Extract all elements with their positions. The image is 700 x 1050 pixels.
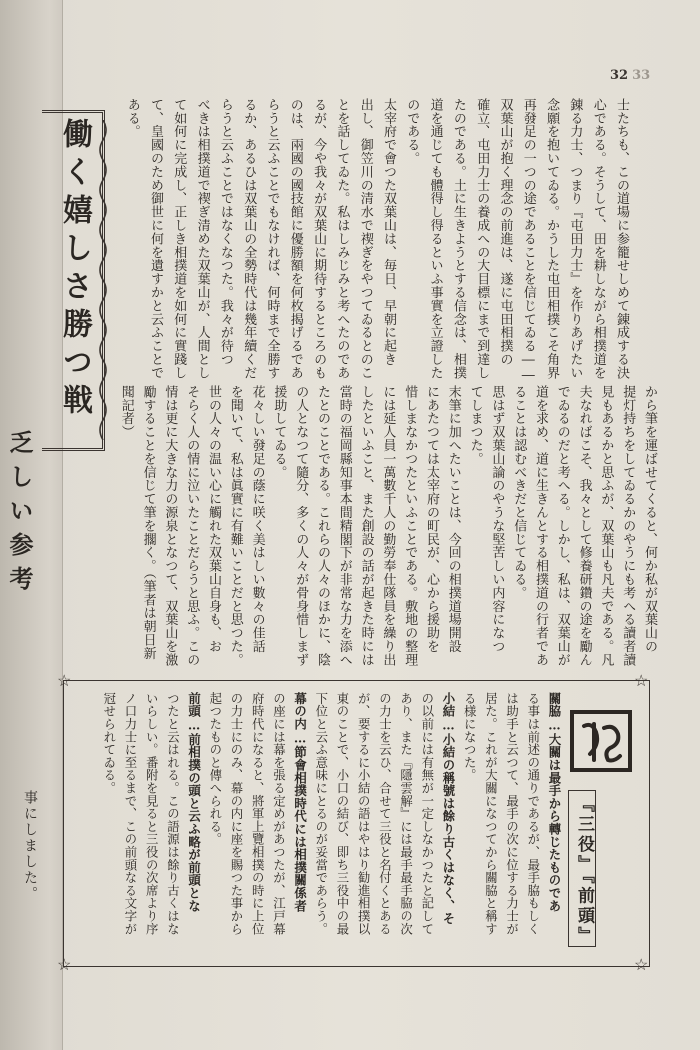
text-column: べきは相撲道で禊ぎ清めた双葉山が、人間とし bbox=[194, 98, 210, 380]
text-column: にあたつては太宰府の町民が、心から援助を bbox=[424, 385, 439, 653]
text-column: 情は更に大きな力の源泉となつて、双葉山を激 bbox=[162, 385, 178, 667]
text-column: いらしい。番附を見ると三役の次席より序 bbox=[144, 692, 160, 936]
text-column: でゐるのだと考へる。しかし、私は、双葉山が bbox=[554, 385, 570, 667]
text-column: の人となつて隨分、多くの人々が骨身惜しまず bbox=[293, 385, 309, 667]
text-column: 關脇…大關は最手から轉じたものであ bbox=[547, 692, 562, 913]
star-ornament-bottom-left: ☆ bbox=[57, 955, 72, 974]
text-column: 錬る力士、つまり『屯田力士』を作りあげたい bbox=[567, 98, 583, 380]
text-column: 思はず双葉山論のやうな堅苦しい内容になつ bbox=[489, 385, 505, 653]
text-column: らうと云ふことではなくなつた。我々が待つ bbox=[217, 98, 233, 366]
text-column: 出し、御笠川の清水で禊ぎをやつてゐるとのこ bbox=[357, 98, 373, 380]
page-number-bleed: 33 bbox=[632, 68, 651, 83]
text-column: から筆を運ばせてくると、何か私が双葉山の bbox=[642, 385, 657, 653]
text-column: のは、兩國の國技館に優勝額を何枚揭げるであ bbox=[287, 98, 303, 380]
text-column: ある。 bbox=[124, 98, 140, 139]
text-column: る事は前述の通りであるが、最手脇もしく bbox=[525, 692, 541, 936]
sumo-seal-emblem bbox=[570, 710, 632, 772]
text-column: らうと云ふことでもなければ、何時まで全勝す bbox=[264, 98, 280, 380]
text-column: 勵することを信じて筆を擱く。（筆者は朝日新 bbox=[140, 385, 156, 660]
article-title: 働く嬉しさ勝つ戦 bbox=[57, 118, 92, 422]
text-column: 前頭…前相撲の頭と云ふ略が前頭とな bbox=[186, 692, 202, 913]
page-number: 32 33 bbox=[610, 68, 651, 83]
text-column: 士たちも、この道場に参籠せしめて錬成する決 bbox=[614, 98, 629, 380]
text-column: 冠せられてゐる。 bbox=[101, 692, 117, 795]
text-column: とを話してゐた。私はしみじみと考へたのであ bbox=[334, 98, 350, 380]
text-column: 心である。そうして、田を耕しながら相撲道を bbox=[590, 98, 606, 380]
sumo-seal-inner bbox=[574, 714, 628, 768]
text-column: が、要するに小結の語はやはり勧進相撲以 bbox=[356, 692, 372, 936]
text-column: の力士にのみ、幕の内に座を賜つた事から bbox=[229, 692, 244, 936]
text-column: 念願を抱いてゐる。かうした屯田相撲こそ角界 bbox=[544, 98, 560, 380]
text-column: 世の人々の温い心に觸れた双葉山自身も、お bbox=[206, 385, 221, 653]
star-ornament-top-left: ☆ bbox=[57, 671, 72, 690]
text-column: 提灯持ちをしてゐるかのやうにも考へる讀者讀 bbox=[620, 385, 636, 667]
text-column: したといふこと、また創設の話が起きた時には bbox=[358, 385, 374, 667]
sidebar-title: 『三役』『前頭』 bbox=[574, 795, 594, 947]
text-column: たとのことである。これらの人々のほかに、陰 bbox=[315, 385, 330, 667]
text-column: の以前には有無が一定しなかつたと記して bbox=[419, 692, 435, 936]
text-column: あり、また『隱雲解』には最手最手脇の次 bbox=[398, 692, 414, 936]
text-column: るが、今や我々が双葉山に期待するところのも bbox=[311, 98, 327, 380]
text-column: 見もあるかと思ふが、双葉山も凡夫である。凡 bbox=[598, 385, 614, 667]
text-column: の力士を云ひ、合せて三役と名付くとある bbox=[377, 692, 393, 936]
text-column: 下位と云ふ意味にとるのが妥當であらう。 bbox=[313, 692, 329, 936]
text-column: て、皇國のため御世に何を遺すかと云ふことで bbox=[148, 98, 163, 380]
text-column: 道を通じても體得し得るといふ事實を立證した bbox=[427, 98, 443, 380]
text-column: は助手と云つて、最手の次に位する力士が bbox=[504, 692, 520, 936]
title-wavy-rule bbox=[94, 120, 112, 440]
text-column: て如何に完成し、正しき相撲道を如何に實踐し bbox=[171, 98, 187, 380]
text-column: てしまつた。 bbox=[467, 385, 483, 466]
star-ornament-top-right: ☆ bbox=[634, 671, 649, 690]
text-column: 聞記者） bbox=[118, 385, 134, 439]
text-column: たのである。土に生きようとする信念は、相撲 bbox=[450, 98, 466, 380]
text-column: 末筆に加へたいことは、今回の相撲道場開設 bbox=[445, 385, 461, 653]
text-column: 小結…小結の稱號は餘り古くはなく、そ bbox=[441, 692, 456, 925]
text-column: の座には幕を張る定めがあつたが、江戸幕 bbox=[271, 692, 287, 936]
previous-page-title: 乏しい参考 bbox=[5, 430, 34, 600]
text-column: を聞いて、私は眞實に有難いことだと思つた。 bbox=[227, 385, 243, 667]
text-column: 道を求め、道に生きんとする相撲道の行者であ bbox=[533, 385, 548, 667]
text-column: 東のことで、小口の結び、即ち三役中の最 bbox=[335, 692, 350, 936]
text-column: 當時の福岡縣知事本間精閣下が非常な力を添へ bbox=[336, 385, 352, 667]
text-column: 太宰府で會つた双葉山は、毎日、早朝に起き bbox=[381, 98, 396, 366]
text-column: 府時代になると、將軍上覽相撲の時に上位 bbox=[250, 692, 266, 936]
text-column: る様になつた。 bbox=[462, 692, 478, 782]
text-column: 幕の内…節會相撲時代には相撲關係者 bbox=[292, 692, 308, 913]
text-column: 再發足の一つの途であることを信じてゐる―― bbox=[520, 98, 536, 384]
text-column: ることは認むべきだと信じてゐる。 bbox=[511, 385, 527, 600]
text-column: 起つたものと傳へられる。 bbox=[207, 692, 223, 846]
text-column: 夫なればこそ、我々として修養研鑽の途を勵ん bbox=[576, 385, 592, 667]
text-column: には延人員一萬數千人の勤勞奉仕隊員を繰り出 bbox=[380, 385, 396, 667]
text-column: 居た。これが大關になつてから關脇と稱す bbox=[483, 692, 499, 936]
text-column: るか、あるひは双葉山の全勢時代は幾年續くだ bbox=[241, 98, 257, 380]
text-column: 双葉山が抱く理念の前進は、遂に屯田相撲の bbox=[497, 98, 513, 366]
text-column: そらく人の情に泣いたことだらうと思ふ。この bbox=[184, 385, 200, 667]
text-column: 援助してゐる。 bbox=[271, 385, 287, 479]
text-column: のである。 bbox=[404, 98, 420, 165]
sumo-calligraphy-icon bbox=[574, 714, 628, 768]
text-column: 惜しまなかつたといふことである。敷地の整理 bbox=[402, 385, 418, 667]
previous-page-snippet: 事にしました。 bbox=[22, 790, 38, 902]
text-column: 確立、屯田力士の養成への大目標にまで到達し bbox=[474, 98, 490, 380]
text-column: つたと云はれる。この語源は餘り古くはな bbox=[165, 692, 181, 936]
text-column: 花々しい發足の蔭に咲く美はしい數々の佳話 bbox=[249, 385, 265, 653]
text-column: ノ口力士に至るまで、この前頭なる文字が bbox=[123, 692, 138, 936]
star-ornament-bottom-right: ☆ bbox=[634, 955, 649, 974]
